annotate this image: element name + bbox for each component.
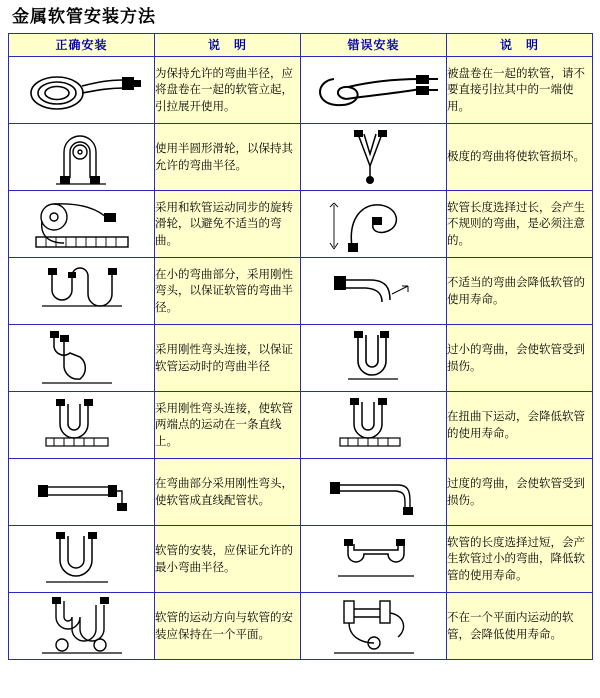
figure-cell-wrong — [301, 257, 447, 324]
table-row — [9, 190, 593, 257]
coiled-hose-pulled-straight-figure — [304, 59, 444, 121]
table-row — [9, 56, 593, 123]
sharp-v-bend-figure — [304, 126, 444, 188]
description-correct: 为保持允许的弯曲半径，应将盘卷在一起的软管立起，引拉展开使用。 — [155, 56, 301, 123]
description-wrong: 过小的弯曲，会使软管受到损伤。 — [447, 324, 593, 391]
description-correct: 采用和软管运动同步的旋转滑轮，以避免不适当的弯曲。 — [155, 190, 301, 257]
rotating-sheave-with-chain-figure — [12, 193, 152, 255]
table-row — [9, 592, 593, 659]
table-row — [9, 257, 593, 324]
table-header — [9, 33, 593, 56]
description-correct: 采用刚性弯头连接，以保证软管运动时的弯曲半径 — [155, 324, 301, 391]
twisting-motion-u-shape-figure — [304, 394, 444, 456]
description-correct: 软管的运动方向与软管的安装应保持在一个平面。 — [155, 592, 301, 659]
out-of-plane-motion-figure — [304, 595, 444, 657]
figure-cell-wrong — [301, 391, 447, 458]
figure-cell-correct — [9, 123, 155, 190]
description-wrong: 不适当的弯曲会降低软管的使用寿命。 — [447, 257, 593, 324]
description-wrong: 在扭曲下运动，会降低软管的使用寿命。 — [447, 391, 593, 458]
description-correct: 使用半圆形滑轮，以保持其允许的弯曲半径。 — [155, 123, 301, 190]
figure-cell-correct — [9, 525, 155, 592]
column-header-correct-description: 说 明 — [155, 33, 301, 56]
description-wrong: 不在一个平面内运动的软管，会降低使用寿命。 — [447, 592, 593, 659]
table-body — [9, 56, 593, 659]
description-correct: 软管的安装，应保证允许的最小弯曲半径。 — [155, 525, 301, 592]
figure-cell-wrong — [301, 56, 447, 123]
table-row — [9, 391, 593, 458]
figure-cell-correct — [9, 391, 155, 458]
column-header-correct-installation: 正确安装 — [9, 33, 155, 56]
figure-cell-correct — [9, 324, 155, 391]
figure-cell-wrong — [301, 123, 447, 190]
excessive-bend-at-end-figure — [304, 461, 444, 523]
figure-cell-wrong — [301, 324, 447, 391]
too-small-bend-radius-figure — [304, 327, 444, 389]
figure-cell-wrong — [301, 190, 447, 257]
rigid-elbows-straight-line-motion-figure — [12, 394, 152, 456]
description-correct: 采用刚性弯头连接，使软管两端点的运动在一条直线上。 — [155, 391, 301, 458]
figure-cell-wrong — [301, 525, 447, 592]
too-long-hose-small-bend-figure — [304, 528, 444, 590]
description-wrong: 被盘卷在一起的软管，请不要直接引拉其中的一端使用。 — [447, 56, 593, 123]
improper-tight-bend-at-fitting-figure — [304, 260, 444, 322]
figure-cell-correct — [9, 592, 155, 659]
rigid-elbow-at-small-bend-figure — [12, 260, 152, 322]
figure-cell-correct — [9, 257, 155, 324]
semicircular-sheave-loop-figure — [12, 126, 152, 188]
rigid-elbow-u-loop-figure — [12, 327, 152, 389]
description-correct: 在弯曲部分采用刚性弯头，使软管成直线配管状。 — [155, 458, 301, 525]
description-correct: 在小的弯曲部分，采用刚性弯头，以保证软管的弯曲半径。 — [155, 257, 301, 324]
minimum-bend-radius-u-figure — [12, 528, 152, 590]
figure-cell-wrong — [301, 458, 447, 525]
description-wrong: 软管长度选择过长，会产生不规则的弯曲，是必须注意的。 — [447, 190, 593, 257]
figure-cell-correct — [9, 190, 155, 257]
description-wrong: 软管的长度选择过短，会产生软管过小的弯曲，降低软管的使用寿命。 — [447, 525, 593, 592]
table-row — [9, 525, 593, 592]
figure-cell-correct — [9, 458, 155, 525]
over-long-hose-irregular-bend-figure — [304, 193, 444, 255]
description-wrong: 极度的弯曲将使软管损坏。 — [447, 123, 593, 190]
description-wrong: 过度的弯曲，会使软管受到损伤。 — [447, 458, 593, 525]
table-row — [9, 324, 593, 391]
page-title: 金属软管安装方法 — [12, 7, 156, 27]
figure-cell-wrong — [301, 592, 447, 659]
column-header-wrong-installation: 错误安装 — [301, 33, 447, 56]
figure-cell-correct — [9, 56, 155, 123]
table-header-row — [9, 33, 593, 56]
table-row — [9, 123, 593, 190]
column-header-wrong-description: 说 明 — [447, 33, 593, 56]
rigid-elbow-straight-piping-figure — [12, 461, 152, 523]
table-row — [9, 458, 593, 525]
same-plane-motion-figure — [12, 595, 152, 657]
installation-methods-table — [8, 33, 593, 660]
coiled-hose-upright-figure — [12, 59, 152, 121]
